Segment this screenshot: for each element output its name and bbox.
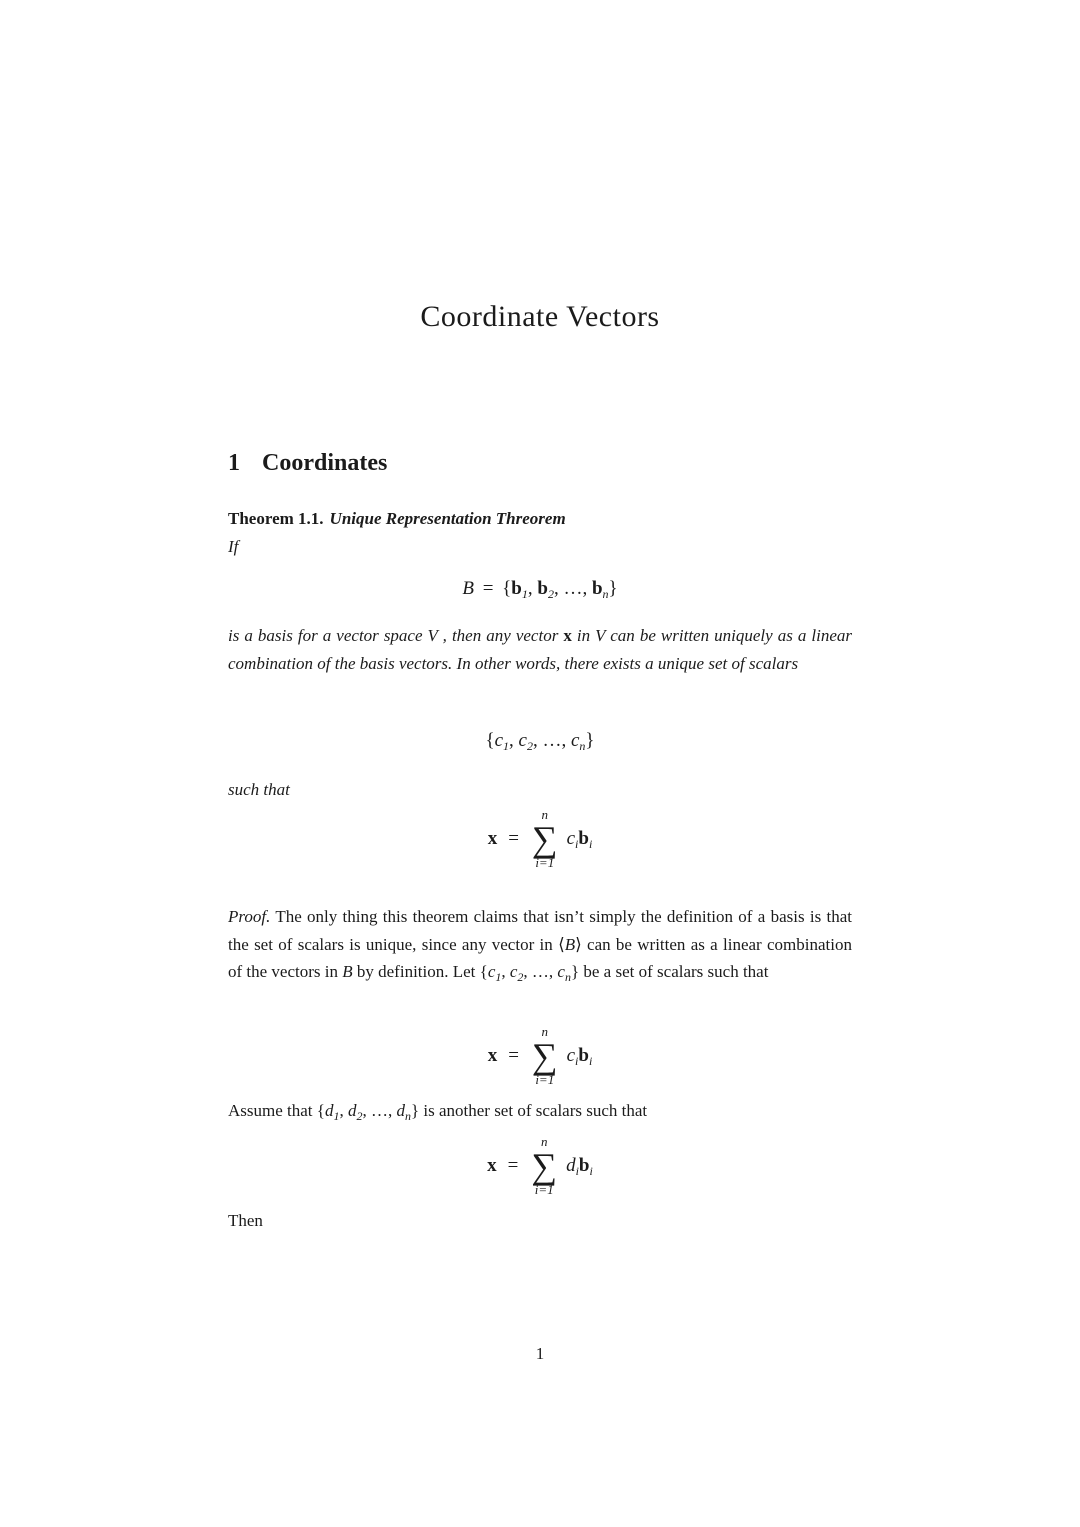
sum3-sigma-stack [531, 1135, 557, 1198]
proof-cset-close: } [570, 962, 580, 981]
scalar-c1: c [494, 730, 504, 751]
basis-open-brace: { [502, 578, 512, 599]
sum3-coef-sub: i [575, 1164, 579, 1179]
page-number: 1 [535, 1344, 545, 1363]
proof-c-set [479, 962, 580, 984]
dset-d1: d [324, 1101, 334, 1120]
then-line: Then [228, 1211, 263, 1230]
theorem-if-word: If [228, 537, 239, 556]
sum1-upper-limit: n [541, 807, 548, 822]
proof-body4: be a set of scalars such that [579, 962, 769, 981]
sum1-vec-sub: i [588, 837, 593, 852]
sum1-term [567, 828, 593, 850]
document-title: Coordinate Vectors [420, 300, 660, 333]
proof-paragraph [228, 903, 852, 986]
sum3-rel: = [507, 1155, 519, 1177]
scalar-c2: c [518, 730, 527, 751]
sum3-vector-x: x [487, 1155, 497, 1177]
sum2-upper-limit: n [541, 1024, 548, 1039]
statement-part2: in V can be written uniquely as a linear combination of the basis vectors. In other words, there exists a unique set of scalars [228, 626, 852, 673]
proof-body2: can be written as a linear combination of the vectors in [228, 934, 852, 981]
dset-dn: d [396, 1101, 405, 1120]
sum2-vec-sub: i [588, 1054, 593, 1069]
proof-cset-sub1: 1 [495, 970, 502, 984]
sum2-coef: c [566, 1045, 576, 1067]
proof-cset-cn: c [557, 962, 565, 981]
sum1-lower-limit: i=1 [535, 855, 555, 871]
sigma-icon: ∑ [531, 1146, 558, 1187]
section-heading [228, 450, 387, 477]
sum3-lower-limit: i=1 [534, 1182, 554, 1198]
dset-d2: d [347, 1101, 357, 1120]
basis-lhs: B [462, 578, 474, 599]
proof-cset-dots: , …, [523, 962, 558, 981]
sum2-lower-limit: i=1 [535, 1072, 555, 1088]
sum3-vec: b [578, 1155, 590, 1177]
equation-sum-c-2 [0, 1025, 1080, 1088]
theorem-name: Unique Representation Threorem [329, 509, 566, 528]
theorem-statement [228, 622, 852, 677]
dset-dots: , …, [362, 1101, 397, 1120]
proof-cset-sub2: 2 [517, 970, 524, 984]
scalar-sub-n: n [579, 739, 586, 753]
sum1-coef-sub: i [575, 837, 579, 852]
equation-sum-d [0, 1135, 1080, 1198]
sum2-vec: b [578, 1045, 589, 1067]
scalars-close-brace: } [585, 730, 595, 751]
dset-close: } [410, 1101, 420, 1120]
sum2-coef-sub: i [575, 1054, 579, 1069]
basis-vector-b1: b [511, 578, 522, 599]
proof-cset-open: { [479, 962, 488, 981]
proof-body3: by definition. Let [352, 962, 480, 981]
scalars-comma: , [509, 730, 519, 751]
basis-sub-n: n [602, 587, 609, 601]
scalar-sub-1: 1 [503, 739, 510, 753]
statement-part1: is a basis for a vector space V , then any vector [228, 626, 564, 645]
assume-line [228, 1097, 852, 1125]
dset-comma: , [339, 1101, 348, 1120]
assume-d-set [316, 1101, 420, 1123]
basis-vector-bn: b [591, 578, 603, 599]
equation-sum-c-1 [0, 808, 1080, 871]
dset-open: { [316, 1101, 325, 1120]
such-that-line: such that [228, 780, 290, 799]
left-angle-bracket: ⟨ [558, 934, 565, 954]
scalar-sub-2: 2 [526, 739, 533, 753]
sum1-vec: b [578, 828, 589, 850]
right-angle-bracket: ⟩ [575, 934, 582, 954]
sum3-vec-sub: i [589, 1164, 593, 1179]
basis-vector-b2: b [537, 578, 548, 599]
statement-vector-x: x [563, 626, 572, 645]
sigma-icon: ∑ [531, 819, 558, 860]
sum1-rel: = [508, 828, 519, 850]
sum2-sigma-stack [532, 1025, 558, 1088]
theorem-label: Theorem 1.1. [228, 509, 324, 528]
proof-cset-subn: n [564, 970, 571, 984]
scalars-dots: , …, [532, 730, 571, 751]
basis-dots: , …, [553, 578, 592, 599]
sum1-coef: c [566, 828, 576, 850]
dset-sub1: 1 [333, 1109, 340, 1123]
sum3-term [566, 1155, 593, 1177]
proof-B2: B [342, 962, 353, 981]
assume-part2: is another set of scalars such that [419, 1101, 648, 1120]
sum3-upper-limit: n [540, 1134, 548, 1149]
dset-sub2: 2 [356, 1109, 363, 1123]
basis-close-brace: } [608, 578, 618, 599]
dset-subn: n [404, 1109, 411, 1123]
proof-cset-c2: c [509, 962, 518, 981]
proof-B1: B [564, 934, 576, 954]
proof-cset-c1: c [487, 962, 496, 981]
sum2-term [567, 1045, 593, 1067]
theorem-header [228, 505, 852, 533]
proof-label: Proof. [228, 907, 271, 926]
section-title: Coordinates [262, 450, 388, 476]
basis-comma: , [527, 578, 538, 599]
sum3-coef: d [566, 1155, 576, 1177]
section-number: 1 [228, 450, 240, 476]
sum1-vector-x: x [487, 828, 498, 850]
proof-cset-comma: , [501, 962, 510, 981]
sigma-icon: ∑ [531, 1036, 558, 1077]
assume-part1: Assume that [228, 1101, 317, 1120]
basis-sub-2: 2 [547, 587, 554, 601]
scalar-cn: c [570, 730, 580, 751]
equation-basis-set [0, 578, 1080, 600]
equation-scalar-set [0, 730, 1080, 752]
basis-rel: = [482, 578, 494, 599]
basis-sub-1: 1 [521, 587, 528, 601]
proof-body1: The only thing this theorem claims that isn’t simply the definition of a basis is that the set of scalars is unique, since any vector in [228, 907, 852, 954]
sum2-rel: = [508, 1045, 519, 1067]
scalars-open-brace: { [485, 730, 495, 751]
sum2-vector-x: x [487, 1045, 498, 1067]
sum1-sigma-stack [532, 808, 558, 871]
